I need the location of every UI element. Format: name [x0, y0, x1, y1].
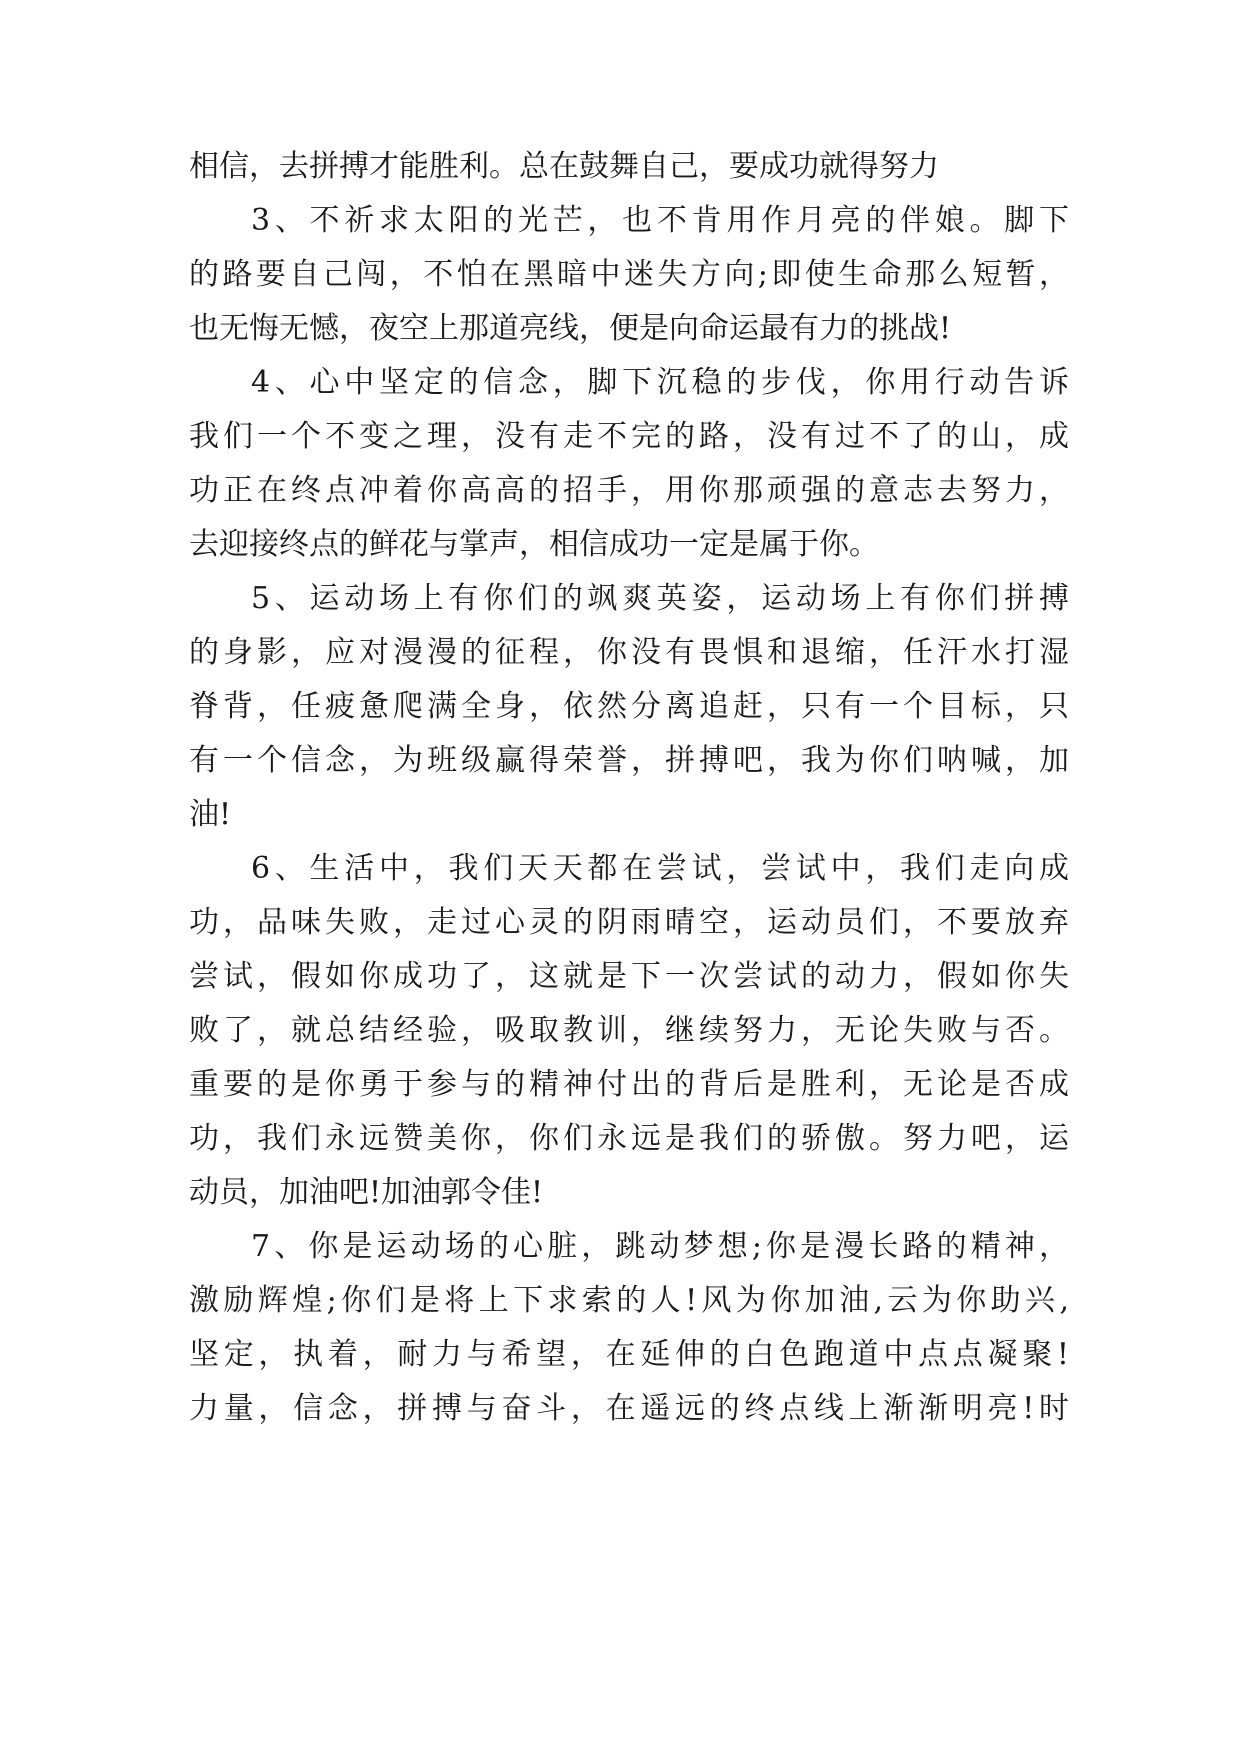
paragraph-line: 也无悔无憾，夜空上那道亮线，便是向命运最有力的挑战! — [189, 311, 952, 346]
paragraph-line: 有一个信念，为班级赢得荣誉，拼搏吧，我为你们呐喊，加 — [189, 743, 1069, 778]
paragraph-line: 的身影，应对漫漫的征程，你没有畏惧和退缩，任汗水打湿 — [189, 635, 1069, 670]
paragraph-line: 力量，信念，拼搏与奋斗，在遥远的终点线上渐渐明亮!时 — [189, 1391, 1069, 1426]
paragraph-line: 败了，就总结经验，吸取教训，继续努力，无论失败与否。 — [189, 1013, 1069, 1048]
paragraph-line: 6、生活中，我们天天都在尝试，尝试中，我们走向成 — [251, 851, 1069, 886]
paragraph-line: 尝试，假如你成功了，这就是下一次尝试的动力，假如你失 — [189, 959, 1069, 994]
paragraph-line: 油! — [189, 797, 232, 832]
paragraph-line: 功，品味失败，走过心灵的阴雨晴空，运动员们，不要放弃 — [189, 905, 1069, 940]
paragraph-line: 去迎接终点的鲜花与掌声，相信成功一定是属于你。 — [189, 527, 879, 562]
paragraph-line: 功，我们永远赞美你，你们永远是我们的骄傲。努力吧，运 — [189, 1121, 1069, 1156]
paragraph-line: 的路要自己闯，不怕在黑暗中迷失方向;即使生命那么短暂， — [189, 257, 1069, 292]
paragraph-line: 5、运动场上有你们的飒爽英姿，运动场上有你们拼搏 — [251, 581, 1069, 616]
paragraph-line: 3、不祈求太阳的光芒，也不肯用作月亮的伴娘。脚下 — [251, 203, 1069, 238]
paragraph-line: 脊背，任疲惫爬满全身，依然分离追赶，只有一个目标，只 — [189, 689, 1069, 724]
paragraph-line: 动员，加油吧!加油郭令佳! — [189, 1175, 544, 1210]
paragraph-line: 激励辉煌;你们是将上下求索的人!风为你加油,云为你助兴, — [189, 1283, 1069, 1318]
paragraph-line: 坚定，执着，耐力与希望，在延伸的白色跑道中点点凝聚! — [189, 1337, 1069, 1372]
paragraph-line: 7、你是运动场的心脏，跳动梦想;你是漫长路的精神， — [251, 1229, 1069, 1264]
paragraph-line: 功正在终点冲着你高高的招手，用你那顽强的意志去努力， — [189, 473, 1069, 508]
paragraph-line: 重要的是你勇于参与的精神付出的背后是胜利，无论是否成 — [189, 1067, 1069, 1102]
paragraph-line: 我们一个不变之理，没有走不完的路，没有过不了的山，成 — [189, 419, 1069, 454]
paragraph-line: 相信，去拼搏才能胜利。总在鼓舞自己，要成功就得努力 — [189, 149, 939, 184]
paragraph-line: 4、心中坚定的信念，脚下沉稳的步伐，你用行动告诉 — [251, 365, 1069, 400]
